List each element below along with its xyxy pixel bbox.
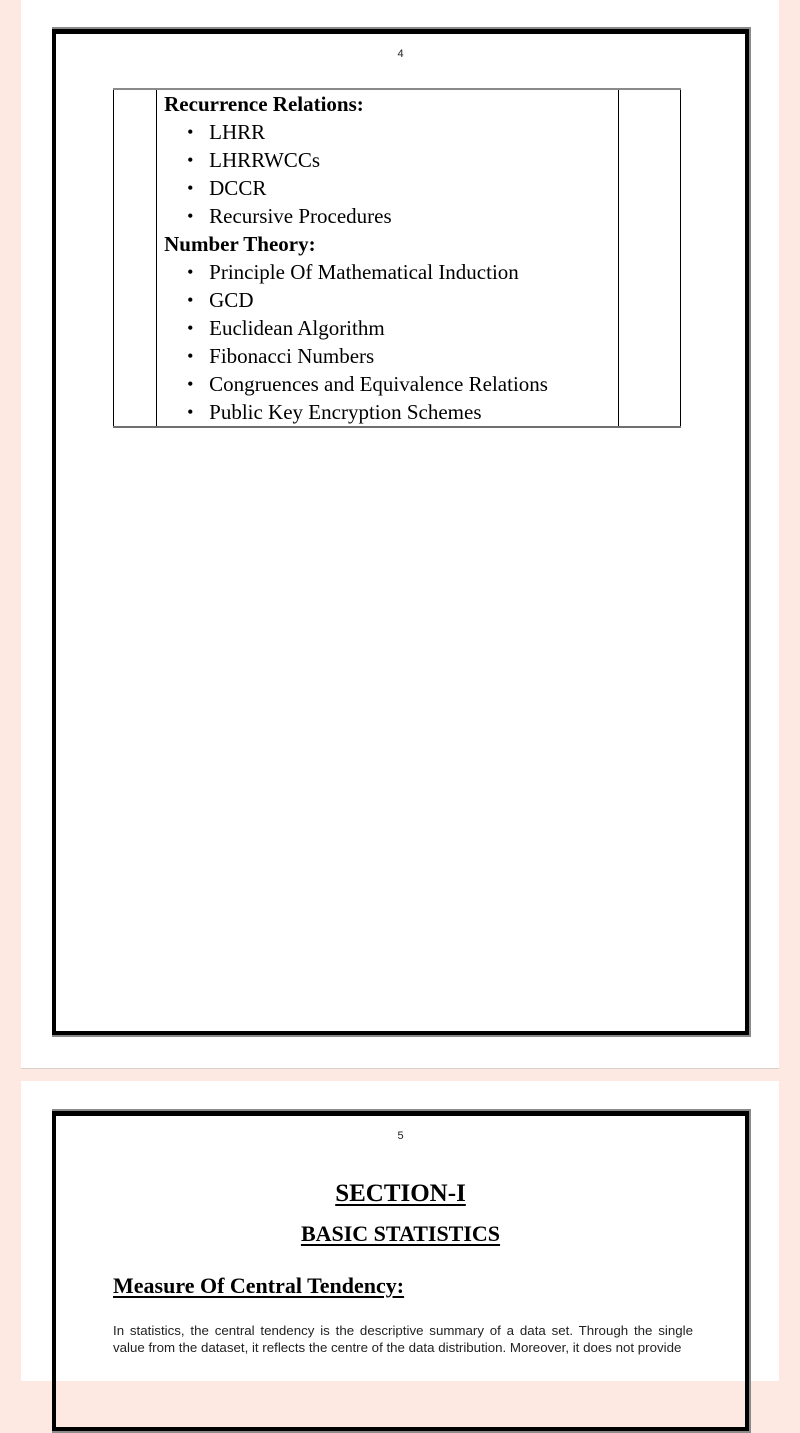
document-page-4 bbox=[21, 0, 779, 1068]
list-item-text: DCCR bbox=[209, 176, 267, 200]
topic-list-recurrence-relations bbox=[164, 118, 618, 230]
section-title: SECTION-I bbox=[335, 1180, 466, 1207]
subheading-central-tendency: Measure Of Central Tendency: bbox=[113, 1273, 405, 1298]
page-number: 4 bbox=[397, 48, 404, 60]
list-item bbox=[187, 146, 618, 174]
list-item-text: GCD bbox=[209, 288, 254, 312]
list-item bbox=[187, 286, 618, 314]
table-cell-topics bbox=[157, 89, 619, 427]
list-item bbox=[187, 174, 618, 202]
list-item-text: Public Key Encryption Schemes bbox=[209, 400, 482, 424]
section-subtitle: BASIC STATISTICS bbox=[300, 1221, 501, 1246]
list-item-text: LHRRWCCs bbox=[209, 148, 320, 172]
document-page-5 bbox=[21, 1081, 779, 1381]
bullet-icon: • bbox=[187, 290, 194, 310]
bullet-icon: • bbox=[187, 178, 194, 198]
bullet-icon: • bbox=[187, 402, 194, 422]
bullet-icon: • bbox=[187, 374, 194, 394]
bullet-icon: • bbox=[187, 206, 194, 226]
bullet-icon: • bbox=[187, 346, 194, 366]
list-item-text: Principle Of Mathematical Induction bbox=[209, 260, 519, 284]
bullet-icon: • bbox=[187, 262, 194, 282]
page-border bbox=[52, 27, 751, 1037]
list-item bbox=[187, 202, 618, 230]
body-paragraph: In statistics, the central tendency is the descriptive summary of a data set. Through the single value from the dataset, it reflects the centre of the data distribution. Moreover, it does not provide bbox=[113, 1323, 693, 1355]
topic-list-number-theory bbox=[164, 258, 618, 426]
page-border bbox=[52, 1109, 751, 1433]
table-cell-empty-left bbox=[114, 89, 157, 427]
page-border-inner bbox=[52, 1111, 749, 1431]
list-item-text: Fibonacci Numbers bbox=[209, 344, 375, 368]
list-item-text: Recursive Procedures bbox=[209, 204, 392, 228]
list-item-text: Congruences and Equivalence Relations bbox=[209, 372, 548, 396]
list-item bbox=[187, 342, 618, 370]
bullet-icon: • bbox=[187, 122, 194, 142]
bullet-icon: • bbox=[187, 150, 194, 170]
syllabus-table bbox=[113, 88, 681, 428]
bullet-icon: • bbox=[187, 318, 194, 338]
list-item-text: Euclidean Algorithm bbox=[209, 316, 385, 340]
list-item bbox=[187, 370, 618, 398]
topic-heading-number-theory: Number Theory: bbox=[164, 232, 316, 256]
topic-heading-recurrence-relations: Recurrence Relations: bbox=[164, 92, 364, 116]
list-item bbox=[187, 398, 618, 426]
table-cell-empty-right bbox=[619, 89, 681, 427]
table-row bbox=[114, 89, 681, 427]
page-border-inner bbox=[52, 29, 749, 1035]
list-item-text: LHRR bbox=[209, 120, 266, 144]
list-item bbox=[187, 118, 618, 146]
list-item bbox=[187, 314, 618, 342]
list-item bbox=[187, 258, 618, 286]
page-number: 5 bbox=[397, 1130, 404, 1142]
